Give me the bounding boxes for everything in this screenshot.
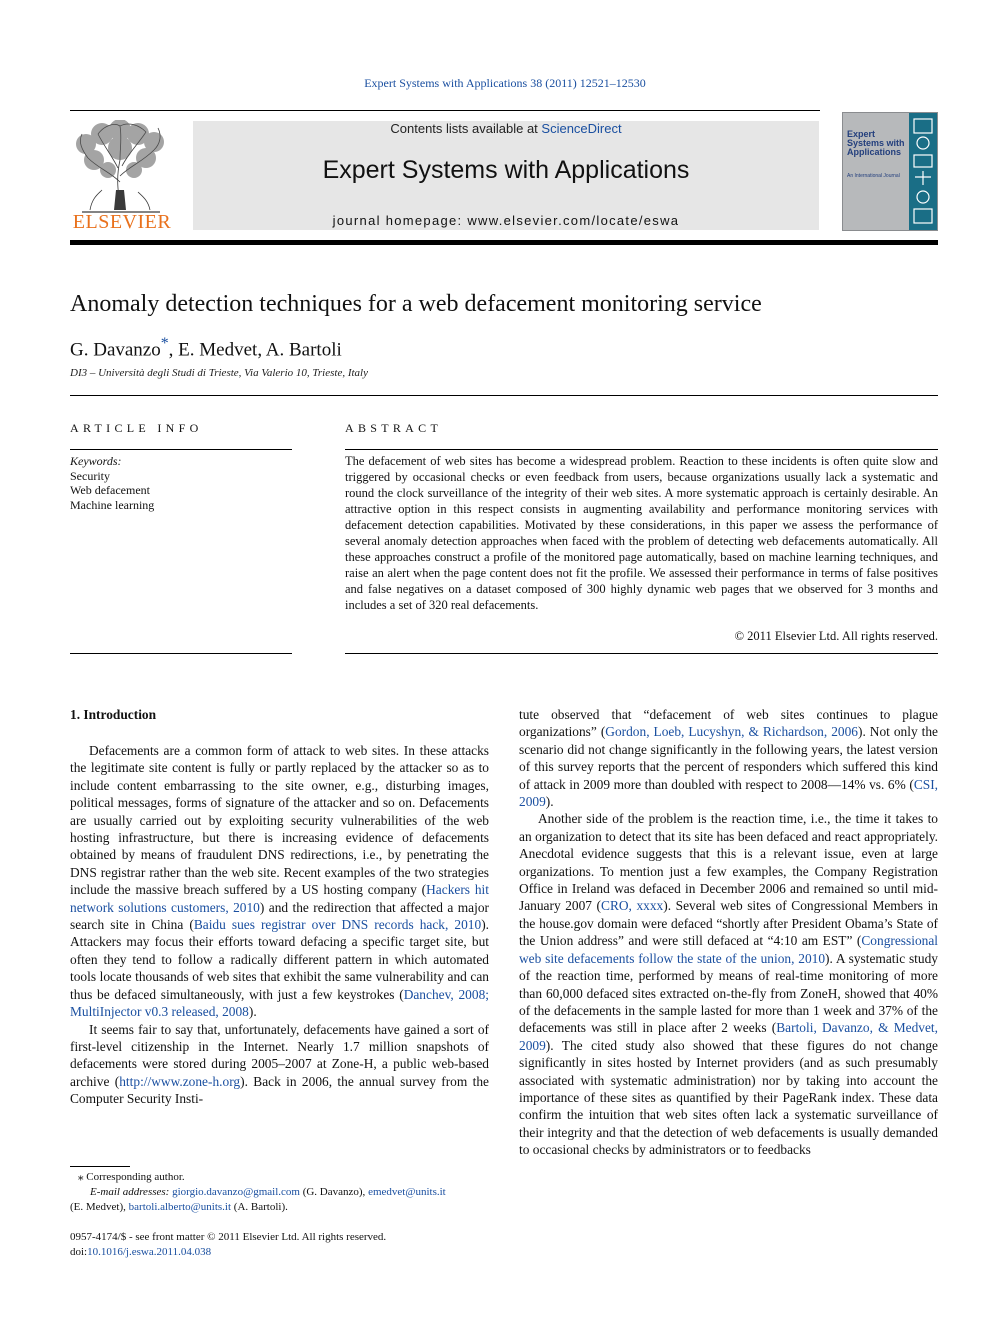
contents-available-line	[193, 121, 819, 136]
article-title: Anomaly detection techniques for a web defacement monitoring service	[70, 291, 762, 317]
journal-reference[interactable]: Expert Systems with Applications 38 (2011) 12521–12530	[364, 76, 646, 90]
section-rule	[70, 395, 938, 396]
paragraph-text: Another side of the problem is the reaction time, i.e., the time it takes to an organization to detect that its site has been defaced and react appropriately. Anecdotal evidence suggests that this is a relevant issue, even at large organizations. To mention just a few examples, the Company Registration Office in Ireland was defaced in December 2006 and remained so until mid-January 2007 (	[519, 811, 938, 914]
paragraph	[70, 1021, 489, 1108]
citation-link[interactable]: Congressional web site defacements follow the state of the union, 2010	[519, 933, 938, 966]
paragraph-text: ). Several web sites of Congressional Members in the house.gov domain were defaced “shortly after President Obama’s State of the Union address” and were still defaced at “4:10 am EST” (	[519, 898, 938, 949]
paragraph-text: ).	[545, 794, 554, 810]
paragraph	[519, 706, 938, 810]
paragraph-text: ) and the redirection that affected a major search site in China (	[70, 899, 489, 933]
footnote	[70, 1170, 489, 1215]
first-author[interactable]: G. Davanzo	[70, 339, 161, 361]
copyright-notice: © 2011 Elsevier Ltd. All rights reserved.	[734, 629, 938, 643]
doi-link[interactable]: 10.1016/j.eswa.2011.04.038	[87, 1245, 212, 1258]
paragraph-text: ). A systematic study of the reaction time, performed by means of real-time monitoring of more than 60,000 defaced sites extracted on-the-fly from ZoneH, showed that 40% of the defacements in the sample lasted for more than 1 week and 37% of the defacements was still in place after 2 weeks (	[519, 950, 938, 1036]
citation-link[interactable]: Bartoli, Davanzo, & Medvet, 2009	[519, 1020, 938, 1053]
info-bottom-rule	[70, 653, 292, 654]
paragraph-text: ).	[248, 1004, 257, 1020]
corresponding-author-mark[interactable]: *	[160, 335, 169, 352]
keyword-item: Machine learning	[70, 497, 155, 512]
article-info-rule	[70, 449, 292, 450]
sciencedirect-link[interactable]: ScienceDirect	[541, 121, 622, 136]
paragraph	[519, 810, 938, 1158]
email-owner: (A. Bartoli).	[231, 1201, 288, 1213]
paragraph-text: ). The cited study also showed that these figures do not change significantly in sites hosted by Internet providers (and as such presumably associated with systematic administration) nor by taking into account the importance of these sites as quantified by their PageRank index. These data confirm the intuition that web sites often lack a systematic surveillance of their integrity and that the detection of web defacements is usually demanded to occasional checks by administrators or to feedbacks	[519, 1037, 938, 1158]
abstract-text: The defacement of web sites has become a widespread problem. Reaction to these incidents is often quite slow and triggered by occasional checks or even feedback from users, because organizations usually lack a systematic and round the clock surveillance of the integrity of their web sites. A more systematic approach is certainly desirable. An attractive option in this respect consists in augmenting availability and performance monitoring services with defacement detection capabilities. Motivated by these considerations, in this paper we assess the performance of several anomaly detection approaches when faced with the problem of detecting web defacements automatically. All these approaches construct a profile of the monitored page automatically, based on machine learning techniques, and raise an alert when the page content does not fit the profile. We assessed their performance in terms of false positives and false negatives on a dataset composed of 300 highly dynamic web pages that we observed for 3 months and includes a set of 320 real defacements.	[345, 454, 938, 612]
body-column-left	[70, 742, 489, 1108]
keyword-item: Web defacement	[70, 483, 150, 497]
cover-subtitle: An International Journal	[847, 173, 900, 179]
citation-link[interactable]: Gordon, Loeb, Lucyshyn, & Richardson, 2006	[605, 724, 858, 740]
email-link[interactable]: bartoli.alberto@units.it	[128, 1201, 232, 1213]
paragraph-text: Defacements are a common form of attack to web sites. In these attacks the legitimate site content is fully or partly replaced by the attacker so as to include content embarrassing to the site owner, e.g., disturbing images, political messages, forms of signature of the attacker and so on. Defacements are usually carried out by exploiting security vulnerabilities of the web hosting infrastructure, but there is increasing evidence of defacements obtained by means of fraudulent DNS redirections, i.e., by penetrating the DNS registrar rather than the web site. Recent examples of the two strategies include the massive breach suffered by a US hosting company (	[70, 743, 489, 898]
cover-strip	[909, 113, 937, 230]
citation-link[interactable]: CSI, 2009	[519, 776, 938, 810]
abstract-bottom-rule	[345, 653, 938, 654]
elsevier-wordmark: ELSEVIER	[72, 211, 172, 233]
keyword-item: Security	[70, 468, 110, 483]
masthead-rule	[70, 240, 938, 245]
footnote-star: ⁎	[78, 1171, 84, 1183]
keywords-block	[70, 454, 292, 512]
journal-title: Expert Systems with Applications	[322, 156, 690, 184]
email-owner: (E. Medvet),	[70, 1201, 129, 1213]
corresponding-author-note: Corresponding author.	[86, 1171, 185, 1183]
body-column-right	[519, 706, 938, 1159]
paragraph-text: ). Not only the scenario did not change significantly in the following years, the latest version of this survey reports that the percent of responders which suffered this kind of attack in 2009 more than doubled with respect to 2008—14% vs. 6% (	[519, 724, 938, 792]
issn-doi-block	[70, 1230, 489, 1259]
citation-link[interactable]: Danchev, 2008; MultiInjector v0.3 released, 2008	[70, 986, 489, 1020]
paragraph-text: tute observed that “defacement of web sites continues to plague organizations” (	[519, 707, 938, 740]
citation-link[interactable]: http://www.zone-h.org	[119, 1073, 241, 1089]
email-link[interactable]: emedvet@units.it	[368, 1186, 446, 1198]
email-label: E-mail addresses:	[90, 1186, 170, 1198]
paragraph-text: It seems fair to say that, unfortunately, defacements have gained a sort of first-level citizenship in the Internet. Nearly 1.7 million snapshots of defacements were stored during 2005–2007 at Zone-H, a public web-based archive (	[70, 1021, 489, 1089]
affiliation: DI3 – Università degli Studi di Trieste, Via Valerio 10, Trieste, Italy	[70, 367, 368, 379]
journal-homepage[interactable]: journal homepage: www.elsevier.com/locate/eswa	[332, 213, 680, 228]
doi-label: doi:	[70, 1245, 88, 1258]
citation-link[interactable]: CRO, xxxx	[601, 898, 664, 914]
paragraph-text: ). Attackers may focus their efforts toward defacing a specific target site, but often they tend to follow a radically different pattern in which automated tools locate thousands of web sites that exhibit the same vulnerability and can thus be defaced simultaneously, with just a few keystrokes (	[70, 917, 489, 1002]
footnote-rule	[70, 1166, 130, 1167]
top-rule	[70, 110, 820, 111]
issn-line: 0957-4174/$ - see front matter © 2011 Elsevier Ltd. All rights reserved.	[70, 1231, 387, 1243]
author-list	[70, 335, 342, 361]
other-authors[interactable]: , E. Medvet, A. Bartoli	[168, 339, 342, 361]
paragraph	[70, 742, 489, 1021]
cover-icons-icon	[909, 113, 937, 230]
abstract-rule	[345, 449, 938, 450]
keywords-label: Keywords:	[70, 454, 122, 468]
email-link[interactable]: giorgio.davanzo@gmail.com	[172, 1186, 300, 1198]
email-owner: (G. Davanzo),	[299, 1186, 369, 1198]
citation-link[interactable]: Baidu sues registrar over DNS records hack, 2010	[193, 917, 482, 933]
cover-title: Expert Systems with Applications	[847, 129, 905, 157]
journal-cover-thumbnail[interactable]	[842, 112, 938, 231]
paragraph-text: ). Back in 2006, the annual survey from the Computer Security Insti-	[70, 1073, 489, 1107]
article-info-heading: ARTICLE INFO	[70, 421, 203, 435]
abstract-heading: ABSTRACT	[345, 421, 443, 435]
citation-link[interactable]: Hackers hit network solutions customers, 2010	[70, 882, 489, 915]
contents-prefix: Contents lists available at	[390, 121, 542, 136]
section-heading-introduction: 1. Introduction	[70, 707, 157, 722]
